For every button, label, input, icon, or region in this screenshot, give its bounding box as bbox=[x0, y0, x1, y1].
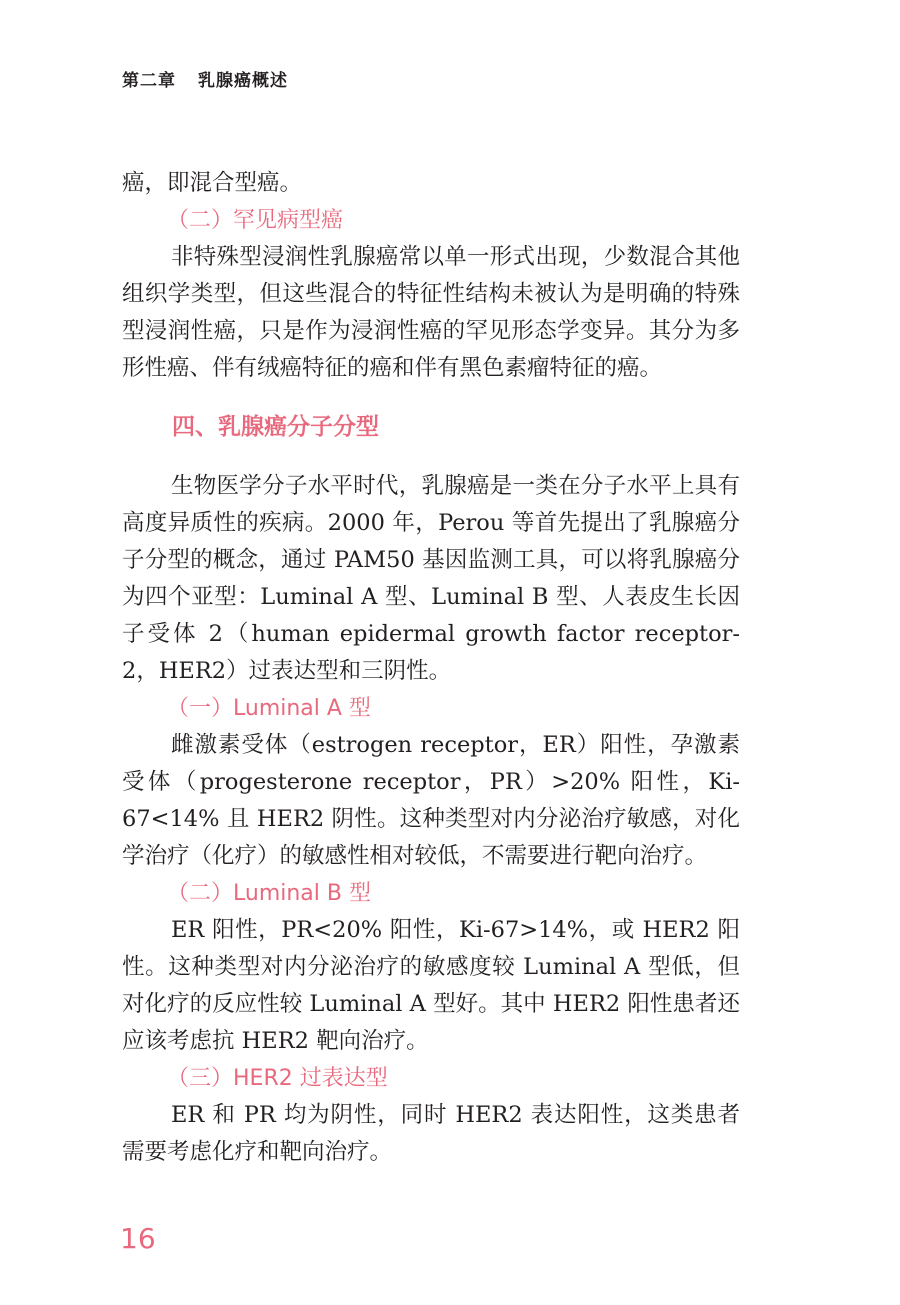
paragraph-luminal-a: 雌激素受体（estrogen receptor，ER）阳性，孕激素受体（progesterone receptor，PR）>20% 阳性，Ki-67<14% 且 HER2 阴性。这种类型对内分泌治疗敏感，对化学治疗（化疗）的敏感性相对较低，不需要进行靶向治疗。 bbox=[122, 732, 740, 869]
paragraph-continuation: 癌，即混合型癌。 bbox=[122, 170, 303, 196]
paragraph-rare-types: 非特殊型浸润性乳腺癌常以单一形式出现，少数混合其他组织学类型，但这些混合的特征性结构未被认为是明确的特殊型浸润性癌，只是作为浸润性癌的罕见形态学变异。其分为多形性癌、伴有绒癌特征的癌和伴有黑色素瘤特征的癌。 bbox=[122, 244, 740, 381]
paragraph-her2: ER 和 PR 均为阴性，同时 HER2 表达阳性，这类患者需要考虑化疗和靶向治疗。 bbox=[122, 1102, 740, 1165]
body-text bbox=[122, 165, 740, 1171]
subheading-rare-types: （二）罕见病型癌 bbox=[167, 208, 344, 233]
chapter-title: 乳腺癌概述 bbox=[198, 71, 288, 91]
running-head bbox=[122, 66, 288, 91]
paragraph-molecular-intro: 生物医学分子水平时代，乳腺癌是一类在分子水平上具有高度异质性的疾病。2000 年，Perou 等首先提出了乳腺癌分子分型的概念，通过 PAM50 基因监测工具，可以将乳腺癌分为四个亚型：Luminal A 型、Luminal B 型、人表皮生长因子受体 2（human epidermal growth factor receptor-2，HER2）过表达型和三阴性。 bbox=[122, 473, 740, 684]
subheading-luminal-a: （一）Luminal A 型 bbox=[167, 696, 371, 721]
subheading-her2: （三）HER2 过表达型 bbox=[167, 1066, 388, 1091]
section-heading-molecular-typing: 四、乳腺癌分子分型 bbox=[172, 414, 379, 440]
page-number: 16 bbox=[120, 1222, 156, 1255]
subheading-luminal-b: （二）Luminal B 型 bbox=[167, 881, 371, 906]
paragraph-luminal-b: ER 阳性，PR<20% 阳性，Ki-67>14%，或 HER2 阳性。这种类型对内分泌治疗的敏感度较 Luminal A 型低，但对化疗的反应性较 Luminal A 型好。其中 HER2 阳性患者还应该考虑抗 HER2 靶向治疗。 bbox=[122, 917, 740, 1054]
chapter-number: 第二章 bbox=[122, 71, 176, 91]
